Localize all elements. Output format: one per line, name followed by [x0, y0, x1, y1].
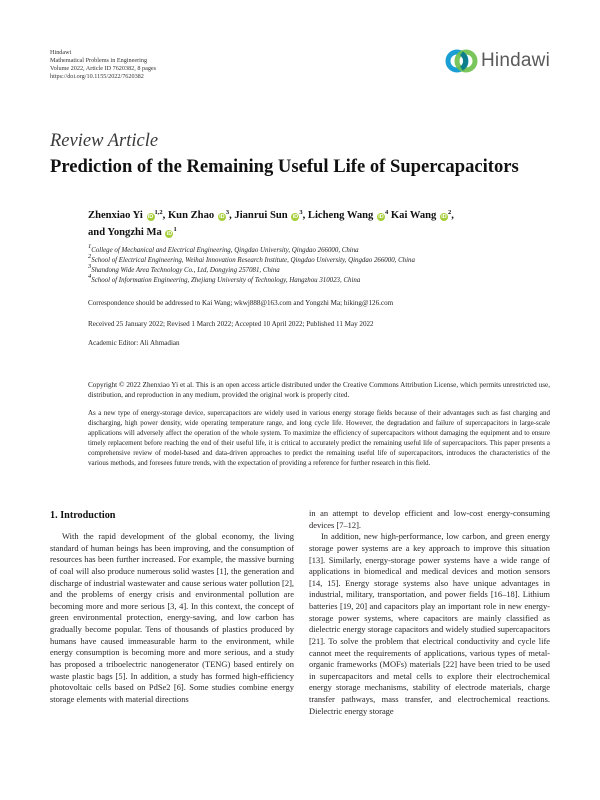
orcid-icon[interactable]: iD	[219, 214, 225, 220]
copyright-notice: Copyright © 2022 Zhenxiao Yi et al. This is an open access article distributed under the Creative Commons Attribution License, which permits unrestricted use, distribution, and reproduction in any medium, provided the original work is properly cited.	[88, 381, 550, 399]
author[interactable]: Licheng Wang $iD^4$	[307, 209, 389, 221]
article-title: Prediction of the Remaining Useful Life of Supercapacitors	[50, 156, 519, 177]
orcid-icon[interactable]: iD	[166, 231, 173, 237]
journal-header	[50, 49, 156, 81]
hindawi-logo	[444, 44, 556, 78]
affiliation: $^1$College of Mechanical and Electrical Engineering, Qingdao University, Qingdao 266000, China	[88, 243, 359, 254]
orcid-icon[interactable]: iD	[147, 214, 154, 220]
paragraph: In addition, new high-performance, low carbon, and green energy storage power systems are a key approach to improve this situation [13]. Similarly, energy-storage power systems have a wide range of applications in biomedical and medical devices and motion sensors [14, 15]. Energy storage systems also have unique advantages in industrial, military, transportation, and power fields [16–18]. Lithium batteries [19, 20] and capacitors play an important role in new energy-storage power systems, where capacitors are mainly classified as dielectric energy storage capacitors and widely studied supercapacitors [21]. To solve the problem that electrical conductivity and cycle life cannot meet the requirements of applications, various types of metal-organic frameworks (MOFs) materials [22] have been tried to be used in supercapacitors and metal cells to explore their electrochemical energy storage mechanisms, stability of electrode materials, charge transfer pathways, mass transfer, and electrochemical reactions. Dielectric energy storage	[309, 531, 550, 716]
orcid-icon[interactable]: iD	[378, 214, 384, 220]
section-heading: 1. Introduction	[50, 510, 116, 521]
hindawi-logo-icon	[444, 44, 480, 78]
body-column-left	[50, 531, 294, 705]
orcid-icon[interactable]: iD	[441, 214, 447, 220]
affiliation: $^3$Shandong Wide Area Technology Co., Ltd, Dongying 257081, China	[88, 263, 280, 274]
affiliation: $^4$School of Information Engineering, Zhejiang University of Technology, Hangzhou 310023, China	[88, 273, 361, 284]
paragraph: With the rapid development of the global economy, the living standard of human beings has been improving, and the consumption of resources has been further increased. For example, the massive burning of coal will also produce numerous solid wastes [1], the generation and discharge of industrial wastewater and cause serious water pollution [2], and the problems of energy crisis and environmental pollution are becoming more and more serious [3, 4]. In this context, the concept of green environmental protection, energy-saving, and low carbon has gradually become popular. Tens of thousands of plastics produced by humans have caused immeasurable harm to the environment, while energy consumption is becoming more and more serious, and a study has proposed a triboelectric nanogenerator (TENG) based entirely on waste plastic bags [5]. In addition, a study has formed high-efficiency photovoltaic cells based on PdSe2 [6]. Some studies combine energy storage elements with material directions	[50, 531, 294, 704]
journal-name: Mathematical Problems in Engineering	[50, 56, 148, 64]
publication-dates: Received 25 January 2022; Revised 1 March 2022; Accepted 10 April 2022; Published 11 May 2022	[88, 320, 374, 328]
doi-link[interactable]: https://doi.org/10.1155/2022/7620382	[50, 72, 144, 80]
abstract: As a new type of energy-storage device, supercapacitors are widely used in various energy storage fields because of their advantages such as fast charging and discharging, high power density, wide operating temperature range, and long cycle life. However, the degradation and failure of supercapacitors in large-scale applications will adversely affect the operation of the whole system. To maximize the efficiency of supercapacitors without damaging the equipment and to ensure timely replacement before reaching the end of their useful life, it is critical to accurately predict the remaining useful life of supercapacitors. This paper presents a comprehensive review of model-based and data-driven approaches to predict the remaining useful life of supercapacitors, introduces the characteristics of the various methods, and foresees future trends, with the expectation of providing a reference for further research in this field.	[88, 409, 550, 468]
author[interactable]: Kun Zhao $iD^3$,	[167, 209, 232, 221]
orcid-icon[interactable]: iD	[292, 214, 299, 220]
hindawi-logo-text: Hindawi	[481, 50, 550, 71]
author[interactable]: Jianrui Sun $iD^3$,	[234, 209, 306, 221]
volume-line: Volume 2022, Article ID 7620382, 8 pages	[50, 64, 157, 72]
body-column-right	[309, 508, 550, 717]
article-type: Review Article	[50, 131, 159, 151]
author[interactable]: Zhenxiao Yi iD$^{1,2}$,	[88, 209, 166, 221]
affiliations	[88, 243, 415, 286]
publisher-name: Hindawi	[50, 49, 72, 56]
correspondence: Correspondence should be addressed to Kai Wang; wkwj888@163.com and Yongzhi Ma; hiking@126.com	[88, 299, 394, 307]
paragraph: in an attempt to develop efficient and low-cost energy-consuming devices [7–12].	[309, 508, 550, 530]
affiliation: $^2$School of Electrical Engineering, Weihai Innovation Research Institute, Qingdao University, Qingdao 266000, China	[88, 253, 415, 264]
author[interactable]: Kai Wang $iD^2$,	[390, 209, 454, 221]
academic-editor: Academic Editor: Ali Ahmadian	[88, 339, 180, 347]
author[interactable]: and Yongzhi Ma $iD^1$	[88, 226, 177, 238]
author-list	[88, 207, 558, 241]
